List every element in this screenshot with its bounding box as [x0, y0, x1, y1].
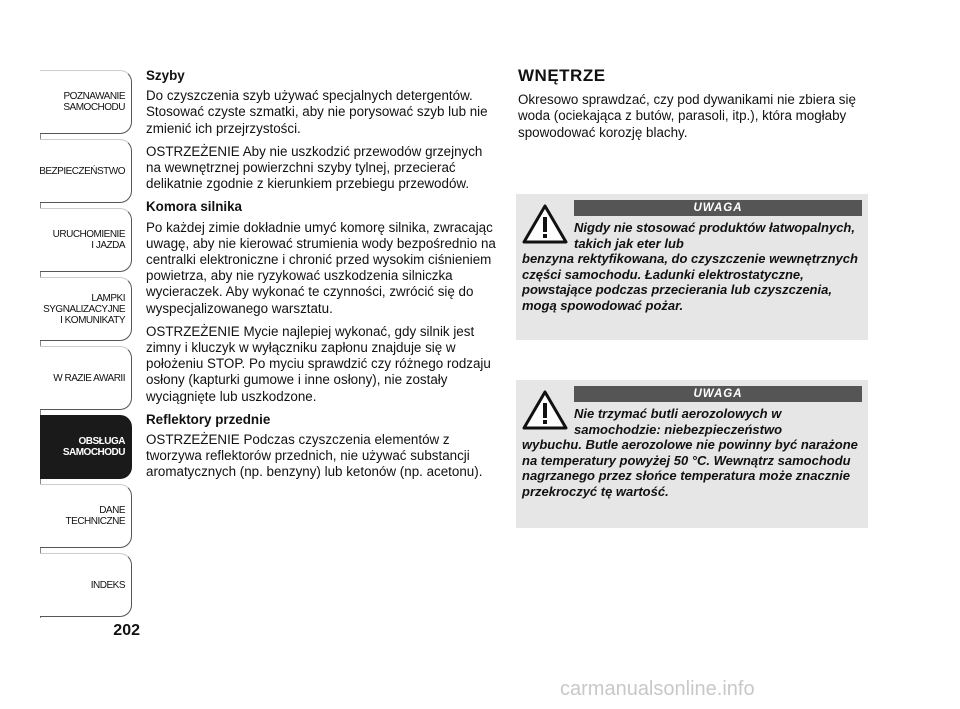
paragraph: OSTRZEŻENIE Aby nie uszkodzić przewodów grzejnych na wewnętrznej powierzchni szyby tylnej, przecierać delikatnie zgodnie z kierunkiem przebiegu przewodów.	[146, 143, 483, 192]
warning-text-first: Nigdy nie stosować produktów łatwopalnych, takich jak eter lub	[574, 220, 855, 251]
tab-indeks[interactable]	[40, 553, 132, 617]
warning-text	[522, 220, 862, 314]
heading-komora-silnika: Komora silnika	[146, 199, 242, 215]
paragraph: Do czyszczenia szyb używać specjalnych detergentów. Stosować czyste szmatki, aby nie porysować szyb lub nie zmienić ich przejrzystości.	[146, 88, 488, 136]
warning-text-rest: benzyna rektyfikowana, do czyszczenie wewnętrznych części samochodu. Ładunki elektrostatyczne, powstające podczas przecierania lub czyszczenia, mogą spowodować pożar.	[522, 251, 858, 313]
tab-label: OBSŁUGA SAMOCHODU	[62, 436, 125, 458]
left-column	[146, 68, 496, 488]
tab-label: INDEKS	[90, 579, 125, 591]
tab-obsluga-samochodu[interactable]	[40, 415, 132, 479]
tab-lampki-sygnalizacyjne[interactable]	[40, 277, 132, 341]
warning-text-first: Nie trzymać butli aerozolowych w samochodzie: niebezpieczeństwo	[574, 406, 783, 437]
paragraph: OSTRZEŻENIE Mycie najlepiej wykonać, gdy silnik jest zimny i kluczyk w wyłączniku zapłonu znajduje się w położeniu STOP. Po myciu sprawdzić czy różnego rodzaju osłony (kapturki gumowe i inne osłony), nie zostały wyciągnięte lub uszkodzone.	[146, 323, 491, 404]
warning-box	[516, 380, 868, 528]
paragraph: Po każdej zimie dokładnie umyć komorę silnika, zwracając uwagę, aby nie kierować strumienia wody bezpośrednio na centralki elektroniczne i chronić przed wysokim ciśnieniem powietrza, aby nie ryzykować uszkodzenia silniczka wycieraczek. Aby wykonać te czynności, zwrócić się do wyspecjalizowanego warsztatu.	[146, 219, 496, 316]
tab-label: W RAZIE AWARII	[53, 372, 125, 384]
tab-label: URUCHOMIENIE I JAZDA	[52, 229, 125, 251]
page-number: 202	[113, 622, 140, 639]
tab-bezpieczenstwo[interactable]	[40, 139, 132, 203]
right-column	[518, 68, 868, 141]
warning-text-rest: wybuchu. Butle aerozolowe nie powinny być narażone na temperatury powyżej 50 °C. Wewnątrz samochodu nagrzanego przez słońce temperatura może znacznie przekroczyć tę wartość.	[522, 437, 858, 499]
heading-szyby: Szyby	[146, 68, 185, 83]
tab-poznawanie-samochodu[interactable]	[40, 70, 132, 134]
tab-uruchomienie-i-jazda[interactable]	[40, 208, 132, 272]
warning-box	[516, 194, 868, 340]
heading-reflektory: Reflektory przednie	[146, 411, 271, 427]
tab-label: POZNAWANIE SAMOCHODU	[63, 91, 125, 113]
tab-label: BEZPIECZEŃSTWO	[39, 165, 125, 177]
intro-paragraph: Okresowo sprawdzać, czy pod dywanikami nie zbiera się woda (ociekająca z butów, parasoli, itp.), która mogłaby spowodować korozję blachy.	[518, 92, 856, 140]
section-title: WNĘTRZE	[518, 66, 606, 85]
tab-label: LAMPKI SYGNALIZACYJNE I KOMUNIKATY	[43, 292, 125, 326]
tab-dane-techniczne[interactable]	[40, 484, 132, 548]
tab-w-razie-awarii[interactable]	[40, 346, 132, 410]
warning-header: UWAGA	[574, 386, 862, 402]
paragraph: OSTRZEŻENIE Podczas czyszczenia elementów z tworzywa reflektorów przednich, nie używać substancji aromatycznych (np. benzyny) lub ketonów (np. acetonu).	[146, 432, 483, 480]
tab-label: DANE TECHNICZNE	[65, 505, 125, 527]
warning-text	[522, 406, 862, 500]
warning-header: UWAGA	[574, 200, 862, 216]
watermark: carmanualsonline.info	[560, 678, 755, 700]
